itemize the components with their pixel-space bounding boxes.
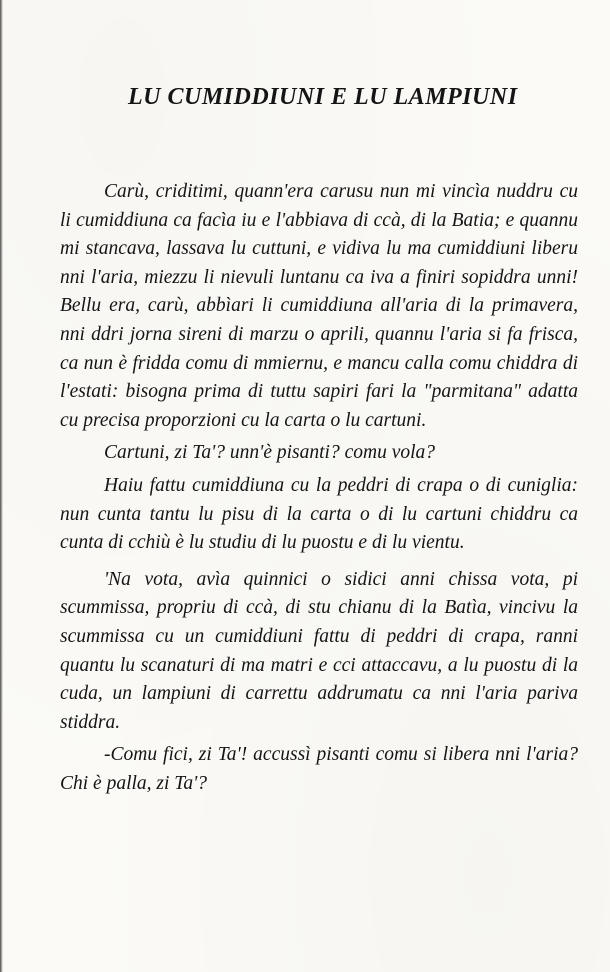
chapter-title: LU CUMIDDIUNI E LU LAMPIUNI	[128, 84, 518, 110]
paragraph-2: Cartuni, zi Ta'? unn'è pisanti? comu vola?	[104, 442, 436, 464]
page-edge-shadow	[0, 0, 3, 972]
chapter-body	[60, 178, 578, 798]
paragraph-4: 'Na vota, avìa quinnici o sidici anni chissa vota, pi scummissa, propriu di ccà, di stu chianu di la Batìa, vincivu la scummissa cu un cumiddiuni fattu di peddri di crapa, ranni quantu lu scanaturi di ma matri e cci attaccavu, a lu puostu di la cuda, un lampiuni di carrettu addrumatu ca nni l'aria pariva stiddra.	[60, 568, 578, 733]
paragraph-3: Haiu fattu cumiddiuna cu la peddri di crapa o di cuniglia: nun cunta tantu lu pisu di la carta o di lu cartuni chiddru ca cunta di cchiù è lu studiu di lu puostu e di lu vientu.	[60, 474, 578, 554]
paragraph-5: -Comu fici, zi Ta'! accussì pisanti comu si libera nni l'aria? Chi è palla, zi Ta'?	[60, 744, 578, 794]
paragraph-1: Carù, criditimi, quann'era carusu nun mi vincìa nuddru cu li cumiddiuna ca facìa iu e l'abbiava di ccà, di la Batia; e quannu mi stancava, lassava lu cuttuni, e vidiva lu ma cumiddiuni liberu nni l'aria, miezzu li nievuli luntanu ca iva a finiri sopiddra unni! Bellu era, carù, abbìari li cumiddiuna all'aria di la primavera, nni ddri jorna sireni di marzu o aprili, quannu l'aria si fa frisca, ca nun è fridda comu di mmiernu, e mancu calla comu chiddra di l'estati: bisogna prima di tuttu sapiri fari la "parmitana" adatta cu precisa proporzioni cu la carta o lu cartuni.	[60, 181, 578, 431]
